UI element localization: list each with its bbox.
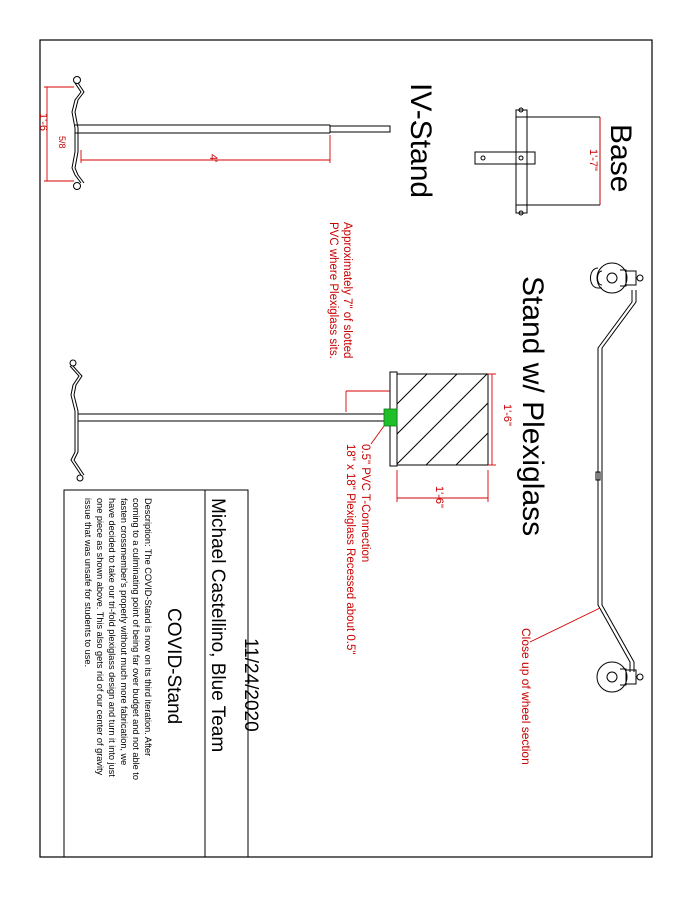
plexiglass-panel	[397, 374, 488, 465]
iv-height-fraction: 5/8	[57, 136, 67, 149]
plexi-height-dim: 1'-6"	[501, 404, 513, 426]
stand-with-plexiglass	[70, 360, 496, 502]
description-line-6: issue that was unsafe for students to use.	[83, 498, 93, 668]
plexi-callout: 18" x 18" Plexiglass Recessed about 0.5"	[344, 444, 356, 655]
stand-plexi-title: Stand w/ Plexiglass	[516, 276, 549, 537]
slot-callout-line1: Approximately 7" of slotted	[341, 222, 353, 359]
iv-stand-title: IV-Stand	[404, 83, 437, 199]
title-block-date: 11/24/2020	[240, 638, 261, 732]
description-line-5: one piece as shown above. This also gets rid of our center of gravity	[95, 498, 105, 776]
title-block-project: COVID-Stand	[163, 608, 184, 725]
description-line-4: have decided to take our tri-fold plexiglass design and turn it into just	[107, 498, 117, 777]
description-line-3: fasten crossmember's properly without much more fabrication, we	[119, 498, 129, 766]
description-line-1: Description: The COVID-Stand is now on its third iteration. After	[143, 498, 153, 757]
base-top-view	[475, 108, 600, 215]
description-line-2: coming to a culminating point of being far over budget and not able to	[131, 498, 141, 780]
slot-callout-line2: PVC where Plexiglass sits.	[327, 222, 339, 359]
base-width-dim: 1'-7"	[587, 149, 599, 171]
base-title: Base	[604, 124, 637, 193]
title-block-author: Michael Castellino, Blue Team	[207, 498, 228, 753]
pvc-tee-connector	[384, 409, 397, 426]
iv-stand-side-view	[44, 77, 390, 190]
iv-pole-dim: 4'	[207, 154, 219, 163]
plexi-width-dim: 1'-6"	[433, 486, 445, 508]
wheel-callout: Close up of wheel section	[519, 628, 533, 765]
iv-height-dim: 1'-6	[37, 113, 49, 131]
tee-callout: 0.5" PVC T-Connection	[359, 444, 371, 563]
